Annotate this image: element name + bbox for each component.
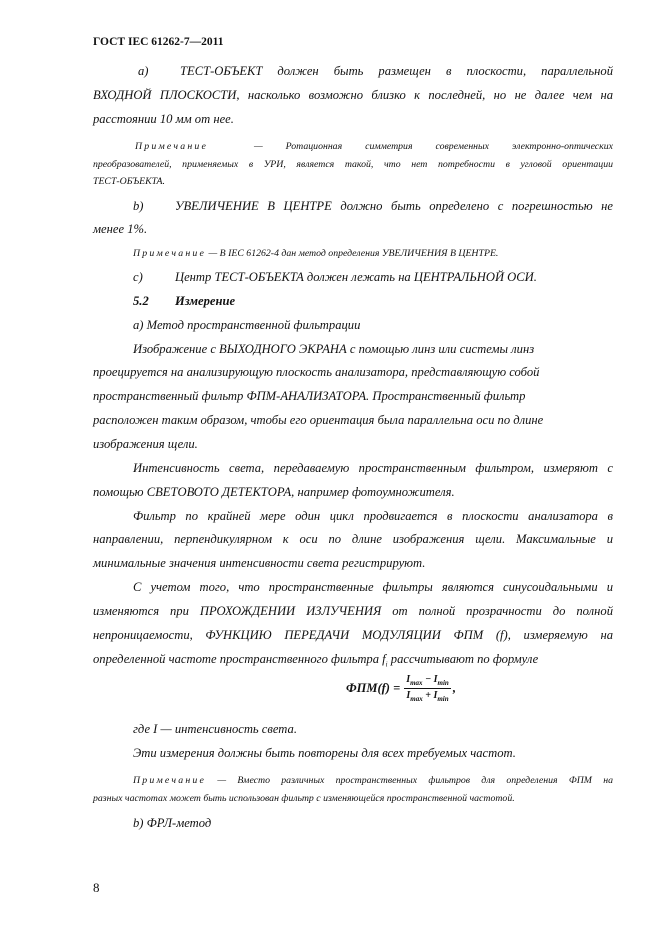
p4-line-1: С учетом того, что пространственные фильтры являются синусоидальными и <box>133 580 613 594</box>
note-1-line-1: Примечание — Ротационная симметрия современных электронно-оптических <box>135 141 613 152</box>
section-heading <box>93 293 613 309</box>
formula-tail: , <box>452 680 456 695</box>
note-2: Примечание — В IEC 61262-4 дан метод определения УВЕЛИЧЕНИЯ В ЦЕНТРЕ. <box>133 248 499 259</box>
method-b-heading: b) ФРЛ-метод <box>133 816 212 830</box>
formula-numerator: $I_{max} - I_{min}$ <box>406 673 449 687</box>
para-a-line-1: a) ТЕСТ-ОБЪЕКТ должен быть размещен в плоскости, параллельной <box>138 64 613 78</box>
note-3-line-1: Примечание — Вместо различных пространственных фильтров для определения ФПМ на <box>133 775 613 786</box>
p1-line-4: расположен таким образом, чтобы его ориентация была параллельна оси по длине <box>93 413 544 427</box>
para-a-line-2: ВХОДНОЙ ПЛОСКОСТИ, насколько возможно близко к последней, но не далее чем на <box>93 88 613 102</box>
para-b-label: b) <box>133 199 144 213</box>
note-1-line-3: ТЕСТ-ОБЪЕКТА. <box>93 176 165 187</box>
document-header: ГОСТ IEC 61262-7—2011 <box>93 36 224 48</box>
p4-line-3: непроницаемости, ФУНКЦИЮ ПЕРЕДАЧИ МОДУЛЯЦИИ ФПМ (f), измеряемую на <box>93 628 613 642</box>
section-number: 5.2 <box>133 294 149 308</box>
formula-fraction <box>404 674 451 703</box>
p1-line-2: проецируется на анализирующую плоскость анализатора, представляющую собой <box>93 365 540 379</box>
where-line: где I — интенсивность света. <box>133 722 297 736</box>
method-a-heading: а) Метод пространственной фильтрации <box>133 318 361 332</box>
p3-line-1: Фильтр по крайней мере один цикл продвигается в плоскости анализатора в <box>133 509 613 523</box>
para-a-line-3: расстоянии 10 мм от нее. <box>93 112 234 126</box>
note-3-line-2: разных частотах может быть использован фильтр с изменяющейся пространственной частотой. <box>93 793 515 804</box>
p1-line-1: Изображение с ВЫХОДНОГО ЭКРАНА с помощью линз или системы линз <box>133 342 535 356</box>
p2-line-1: Интенсивность света, передаваемую пространственным фильтром, измеряют с <box>133 461 613 475</box>
p1-line-3: пространственный фильтр ФПМ-АНАЛИЗАТОРА. Пространственный фильтр <box>93 389 526 403</box>
formula-denominator: $I_{max} + I_{min}$ <box>406 689 449 703</box>
mtf-formula <box>346 671 456 705</box>
p4-line-2: изменяются при ПРОХОЖДЕНИИ ИЗЛУЧЕНИЯ от полной прозрачности до полной <box>93 604 613 618</box>
para-b-line-1: b) УВЕЛИЧЕНИЕ В ЦЕНТРЕ должно быть определено с погрешностью не <box>133 199 613 213</box>
section-title: Измерение <box>175 294 236 308</box>
para-c: c) Центр ТЕСТ-ОБЪЕКТА должен лежать на ЦЕНТРАЛЬНОЙ ОСИ. <box>133 270 537 284</box>
p2-line-2: помощью СВЕТОВОТО ДЕТЕКТОРА, например фотоумножителя. <box>93 485 455 499</box>
para-b-line-2: менее 1%. <box>93 222 148 236</box>
repeat-line: Эти измерения должны быть повторены для всех требуемых частот. <box>133 746 516 760</box>
formula-lhs: ФПМ(f) = <box>346 680 401 695</box>
note-2-label: Примечание <box>133 248 207 259</box>
p1-line-5: изображения щели. <box>93 437 198 451</box>
note-1-line-2: преобразователей, применяемых в УРИ, является такой, что нет потребности в угловой ориентации <box>93 159 613 170</box>
para-c-label: c) <box>133 270 143 284</box>
p3-line-2: направлении, перпендикулярном к оси по длине изображения щели. Максимальные и <box>93 532 613 546</box>
p3-line-3: минимальные значения интенсивности света регистрируют. <box>93 556 426 570</box>
para-a-label: a) <box>138 64 149 78</box>
note-3-label: Примечание <box>133 775 207 786</box>
page-number: 8 <box>93 880 100 895</box>
note-1-label: Примечание <box>135 141 209 152</box>
p4-line-4: определенной частоте пространственного фильтра $f_i$ рассчитывают по формуле <box>93 652 539 669</box>
